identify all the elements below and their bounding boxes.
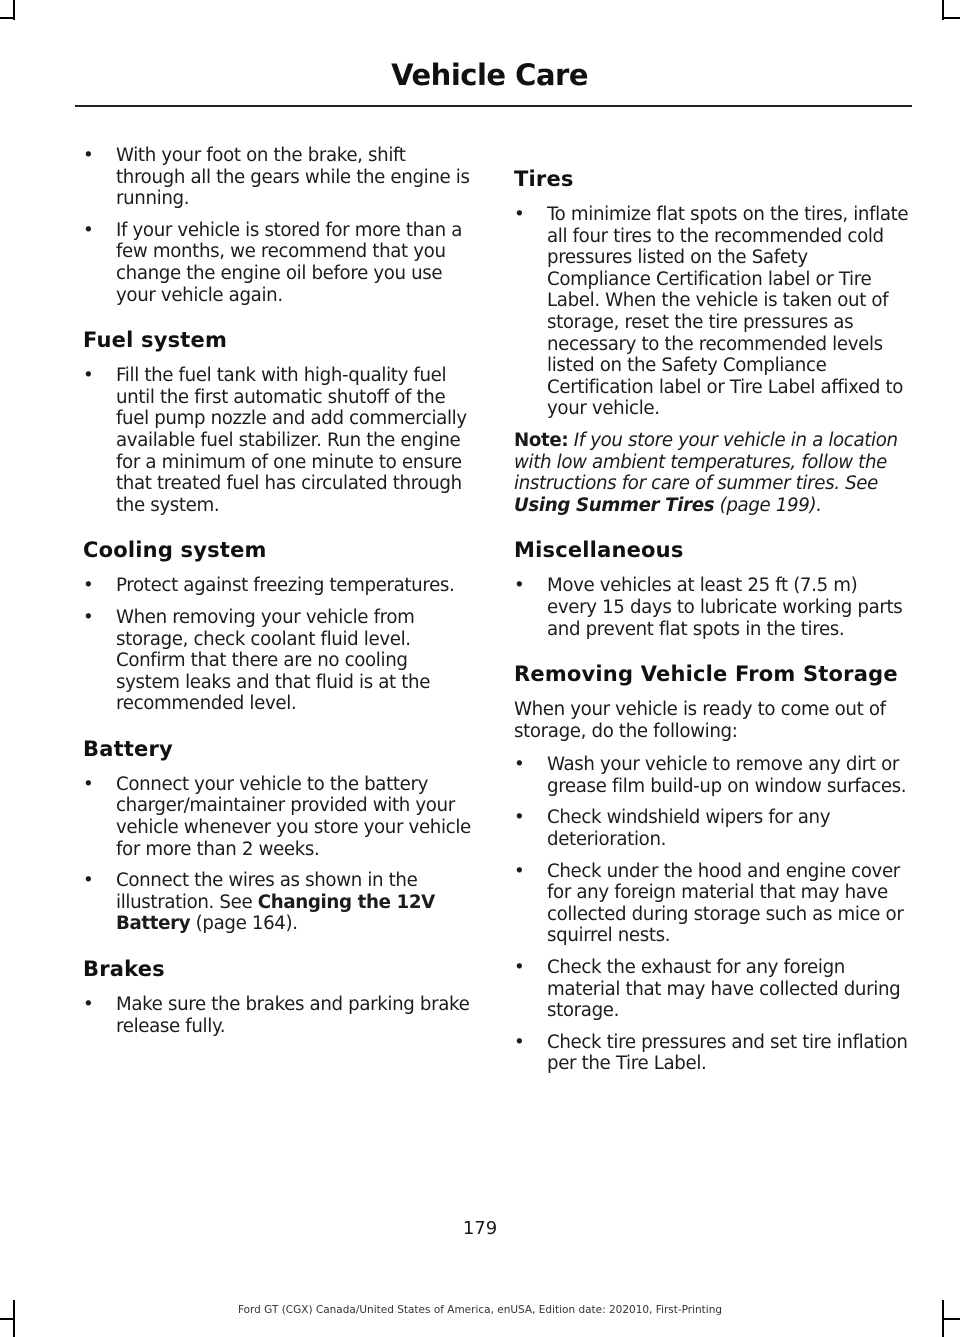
- section-heading-miscellaneous: Miscellaneous: [514, 538, 684, 563]
- list-item: • Move vehicles at least 25 ft (7.5 m) every 15 days to lubricate working parts and prevent flat spots in the tires.: [514, 575, 903, 640]
- crop-mark: [942, 17, 960, 19]
- section-heading-brakes: Brakes: [83, 957, 165, 982]
- list-item: • Check the exhaust for any foreign material that may have collected during storage.: [514, 957, 901, 1022]
- list-item: • Wash your vehicle to remove any dirt or grease film build-up on window surfaces.: [514, 754, 907, 797]
- page-title: Vehicle Care: [391, 58, 588, 92]
- left-column: [83, 145, 475, 1047]
- crop-mark: [942, 1318, 960, 1320]
- right-column: [514, 145, 909, 1085]
- list-item: • Connect the wires as shown in the illustration. See Changing the 12V Battery (page 164).: [83, 870, 435, 935]
- header-divider: [75, 105, 912, 107]
- crop-mark: [0, 1318, 15, 1320]
- list-item: • If your vehicle is stored for more than a few months, we recommend that you change the engine oil before you use your vehicle again.: [83, 219, 463, 306]
- list-item: • Make sure the brakes and parking brake release fully.: [83, 994, 470, 1037]
- footer-edition-info: Ford GT (CGX) Canada/United States of America, enUSA, Edition date: 202010, First-Printing: [237, 1304, 723, 1316]
- list-item: • Check tire pressures and set tire inflation per the Tire Label.: [514, 1031, 908, 1075]
- section-heading-cooling-system: Cooling system: [83, 538, 267, 563]
- list-item: • With your foot on the brake, shift through all the gears while the engine is running.: [83, 145, 470, 210]
- list-item: • Fill the fuel tank with high-quality fuel until the first automatic shutoff of the fuel pump nozzle and add commercially available fuel stabilizer. Run the engine for a minimum of one minute to ensure that treated fuel has circulated through the system.: [83, 365, 467, 516]
- section-heading-battery: Battery: [83, 736, 173, 761]
- list-item: • When removing your vehicle from storage, check coolant fluid level. Confirm that there are no cooling system leaks and that fluid is at the recommended level.: [83, 606, 431, 715]
- cross-reference-link[interactable]: Using Summer Tires: [514, 494, 715, 516]
- list-item: • Protect against freezing temperatures.: [83, 575, 455, 597]
- section-intro: When your vehicle is ready to come out of storage, do the following:: [514, 699, 886, 742]
- section-heading-fuel-system: Fuel system: [83, 328, 228, 353]
- list-item: • Check under the hood and engine cover for any foreign material that may have collected during storage such as mice or squirrel nests.: [514, 860, 904, 947]
- list-item: • Check windshield wipers for any deterioration.: [514, 807, 831, 851]
- note: Note: If you store your vehicle in a location with low ambient temperatures, follow the instructions for care of summer tires. See Using Summer Tires (page 199).: [514, 429, 898, 516]
- section-heading-removing-storage: Removing Vehicle From Storage: [514, 662, 898, 687]
- list-item: • To minimize flat spots on the tires, inflate all four tires to the recommended cold pressures listed on the Safety Compliance Certification label or Tire Label. When the vehicle is taken out of storage, reset the tire pressures as necessary to the recommended levels listed on the Safety Compliance Certification label or Tire Label affixed to your vehicle.: [514, 204, 909, 420]
- cross-reference-link[interactable]: Changing the 12V Battery: [116, 891, 435, 935]
- page-number: 179: [462, 1218, 498, 1239]
- list-item: • Connect your vehicle to the battery charger/maintainer provided with your vehicle whenever you store your vehicle for more than 2 weeks.: [83, 773, 471, 860]
- crop-mark: [0, 17, 15, 19]
- section-heading-tires: Tires: [514, 167, 574, 191]
